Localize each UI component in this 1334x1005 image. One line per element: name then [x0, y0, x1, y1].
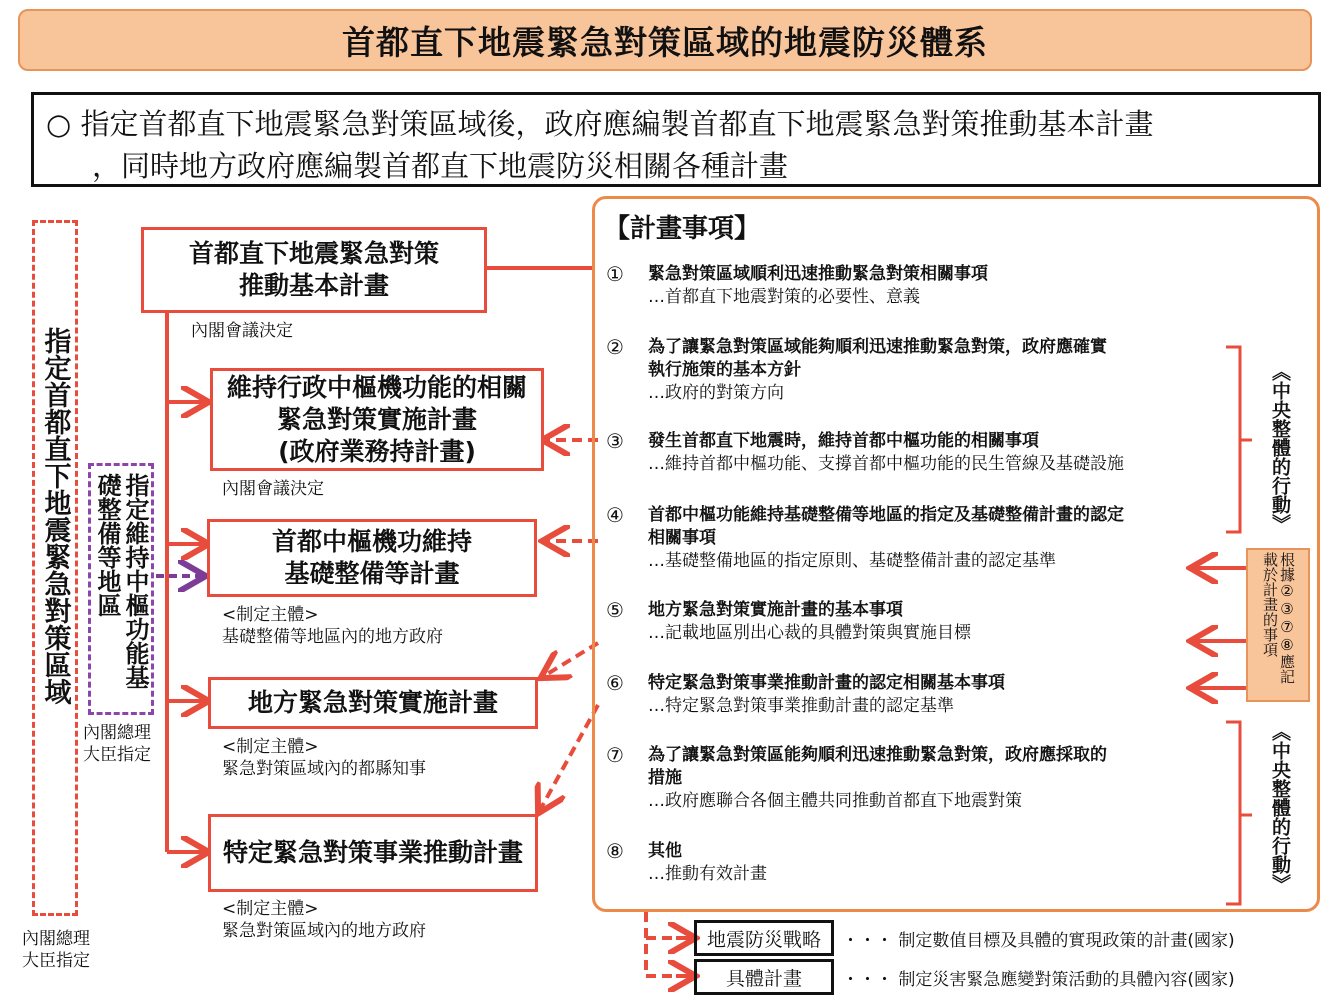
- concrete-plan-box: 具體計畫: [694, 959, 834, 995]
- special-plan-box: 特定緊急對策事業推動計畫: [208, 814, 538, 892]
- gov-plan-note: 內閣會議決定: [222, 479, 324, 499]
- basic-plan-note: 內閣會議決定: [191, 321, 293, 341]
- local-plan-note: <制定主體> 緊急對策區域內的都縣知事: [222, 737, 426, 779]
- local-plan-box: 地方緊急對策實施計畫: [208, 677, 538, 729]
- designate-area-label: 指定首都直下地震緊急對策區域: [39, 327, 71, 705]
- page-title: 首都直下地震緊急對策區域的地震防災體系: [18, 9, 1312, 71]
- special-plan-note: <制定主體> 緊急對策區域內的地方政府: [222, 899, 426, 941]
- strategy-box: 地震防災戰略: [694, 920, 834, 956]
- plan-item: ⑦ 為了讓緊急對策區能夠順利迅速推動緊急對策，政府應採取的 措施 …政府應聯合各個主體共同推動首都直下地震對策: [606, 743, 1107, 811]
- base-area-label: 指定維持中樞功能基礎整備等地區: [93, 473, 149, 689]
- summary-line-1: ○ 指定首都直下地震緊急對策區域後，政府應編製首都直下地震緊急對策推動基本計畫: [46, 107, 1154, 141]
- basis-box: [1246, 548, 1310, 702]
- item5-to-local: [544, 643, 598, 676]
- gov-plan-box: 維持行政中樞機功能的相關 緊急對策實施計畫 (政府業務持計畫): [210, 368, 544, 471]
- summary-box: [31, 92, 1321, 187]
- plan-item: ④ 首都中樞功能維持基礎整備等地區的指定及基礎整備計畫的認定 相關事項 …基礎整備地區的指定原則、基礎整備計畫的認定基準: [606, 503, 1124, 571]
- designate-area-box: [32, 220, 78, 916]
- basis-label: 根據②③⑦⑧應記載於計畫的事項: [1261, 552, 1296, 684]
- plan-items-heading: 【計畫事項】: [604, 214, 761, 244]
- base-area-note: 內閣總理 大臣指定: [83, 723, 151, 765]
- plan-item: ② 為了讓緊急對策區域能夠順利迅速推動緊急對策，政府應確實 執行施策的基本方針 …政府的對策方向: [606, 335, 1107, 403]
- designate-area-note: 內閣總理 大臣指定: [22, 929, 90, 971]
- base-plan-box: 首都中樞機功維持 基礎整備等計畫: [207, 519, 537, 597]
- basic-plan-box: 首都直下地震緊急對策 推動基本計畫: [141, 227, 487, 313]
- strategy-desc: ・・・ 制定數值目標及具體的實現政策的計畫(國家): [842, 931, 1235, 951]
- plan-item: ① 緊急對策區域順利迅速推動緊急對策相關事項 …首都直下地震對策的必要性、意義: [606, 262, 988, 307]
- item6-to-special: [540, 705, 598, 810]
- central-action-label-lower: 《中央整體的行動》: [1269, 722, 1291, 893]
- plan-item: ⑧ 其他 …推動有效計畫: [606, 839, 767, 884]
- base-area-box: [88, 463, 154, 715]
- plan-item: ⑥ 特定緊急對策事業推動計畫的認定相關基本事項 …特定緊急對策事業推動計畫的認定基準: [606, 671, 1005, 716]
- summary-line-2: ，同時地方政府應編製首都直下地震防災相關各種計畫: [92, 149, 789, 183]
- central-action-label-upper: 《中央整體的行動》: [1269, 362, 1291, 533]
- base-plan-note: <制定主體> 基礎整備等地區內的地方政府: [222, 605, 443, 647]
- plan-item: ⑤ 地方緊急對策實施計畫的基本事項 …記載地區別出心裁的具體對策與實施目標: [606, 598, 971, 643]
- concrete-plan-desc: ・・・ 制定災害緊急應變對策活動的具體內容(國家): [842, 970, 1235, 990]
- plan-item: ③ 發生首都直下地震時，維持首都中樞功能的相關事項 …維持首都中樞功能、支撐首都中樞功能的民生管線及基礎設施: [606, 429, 1124, 474]
- bottom-connector: [646, 912, 690, 976]
- circle-icon: ○: [46, 107, 72, 141]
